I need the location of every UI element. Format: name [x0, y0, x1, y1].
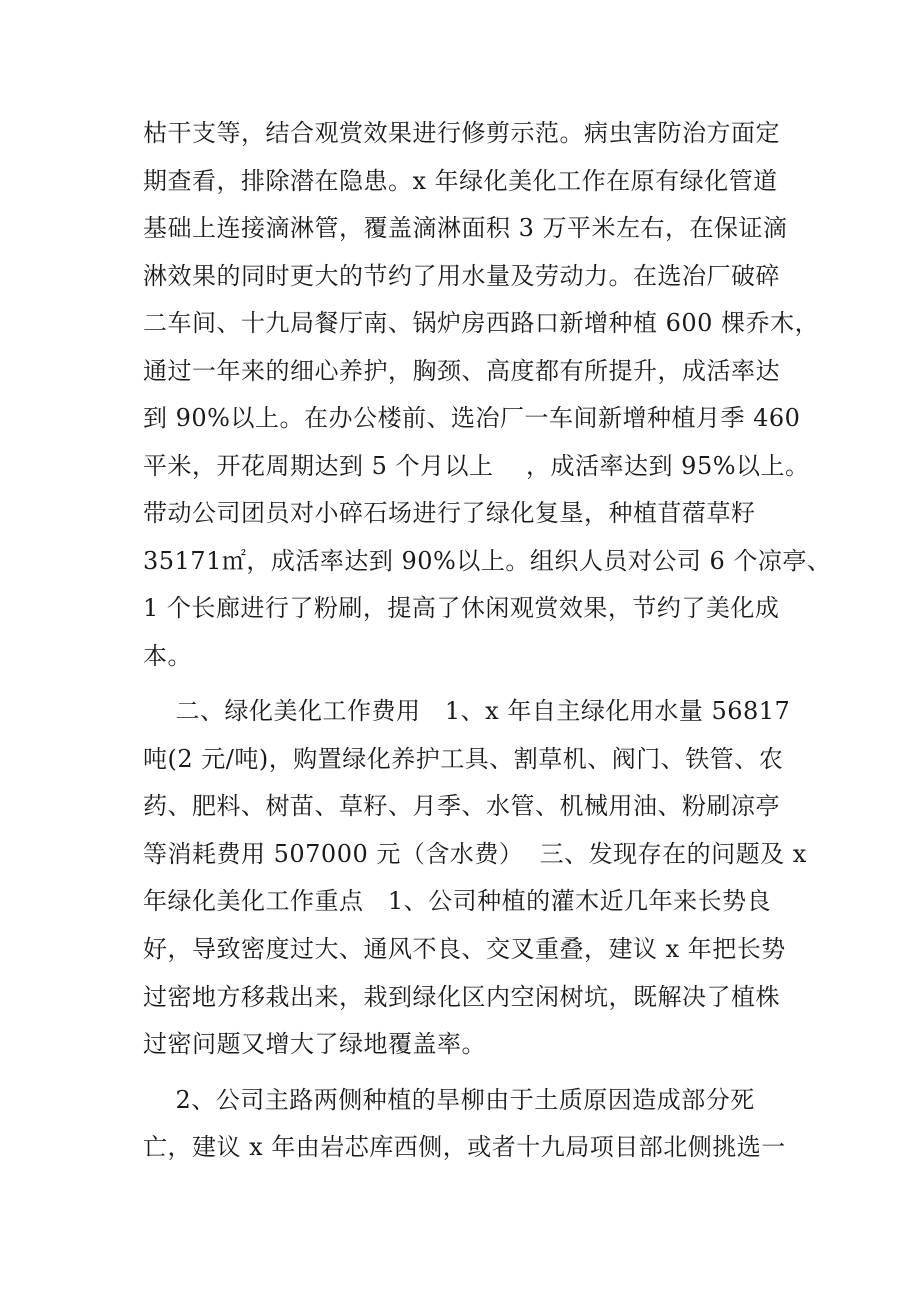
paragraph-3: [143, 1077, 786, 1172]
paragraph-gap: [143, 680, 783, 688]
text-line: 等消耗费用 507000 元（含水费） 三、发现存在的问题及 x: [143, 839, 807, 868]
text-line: 淋效果的同时更大的节约了用水量及劳动力。在选冶厂破碎: [143, 261, 780, 290]
paragraph-gap: [143, 1069, 783, 1077]
text-line: 好，导致密度过大、通风不良、交叉重叠，建议 x 年把长势: [143, 934, 786, 963]
text-line: 药、肥料、树苗、草籽、月季、水管、机械用油、粉刷凉亭: [143, 792, 780, 821]
text-line: 通过一年来的细心养护，胸颈、高度都有所提升，成活率达: [143, 356, 780, 385]
text-line: 到 90%以上。在办公楼前、选冶厂一车间新增种植月季 460: [143, 404, 801, 432]
text-line: 35171㎡，成活率达到 90%以上。组织人员对公司 6 个凉亭、: [143, 546, 832, 575]
body-text: [143, 110, 832, 1172]
text-line: 2、公司主路两侧种植的旱柳由于土质原因造成部分死: [143, 1085, 755, 1114]
paragraph-2: [143, 688, 807, 1069]
text-line: 带动公司团员对小碎石场进行了绿化复垦，种植苜蓿草籽: [143, 499, 756, 527]
text-line: 亡，建议 x 年由岩芯库西侧，或者十九局项目部北侧挑选一: [143, 1133, 786, 1162]
text-line: 二车间、十九局餐厅南、锅炉房西路口新增种植 600 棵乔木，: [143, 309, 820, 337]
text-line: 基础上连接滴淋管，覆盖滴淋面积 3 万平米左右，在保证滴: [143, 214, 788, 242]
text-line: 年绿化美化工作重点 1、公司种植的灌木近几年来长势良: [143, 887, 772, 916]
text-line: 1 个长廊进行了粉刷，提高了休闲观赏效果，节约了美化成: [143, 594, 780, 622]
text-line: 过密问题又增大了绿地覆盖率。: [143, 1030, 486, 1059]
text-line: 二、绿化美化工作费用 1、x 年自主绿化用水量 56817: [143, 697, 791, 725]
text-line: 过密地方移栽出来，栽到绿化区内空闲树坑，既解决了植株: [143, 982, 780, 1011]
text-line: 吨(2 元/吨)，购置绿化养护工具、割草机、阀门、铁管、农: [143, 744, 784, 773]
text-line: 枯干支等，结合观赏效果进行修剪示范。病虫害防治方面定: [143, 119, 780, 147]
text-line: 期查看，排除潜在隐患。x 年绿化美化工作在原有绿化管道: [143, 166, 778, 195]
paragraph-1: [143, 110, 832, 680]
text-line: 平米，开花周期达到 5 个月以上 ，成活率达到 95%以上。: [143, 451, 810, 480]
text-line: 本。: [143, 641, 192, 670]
